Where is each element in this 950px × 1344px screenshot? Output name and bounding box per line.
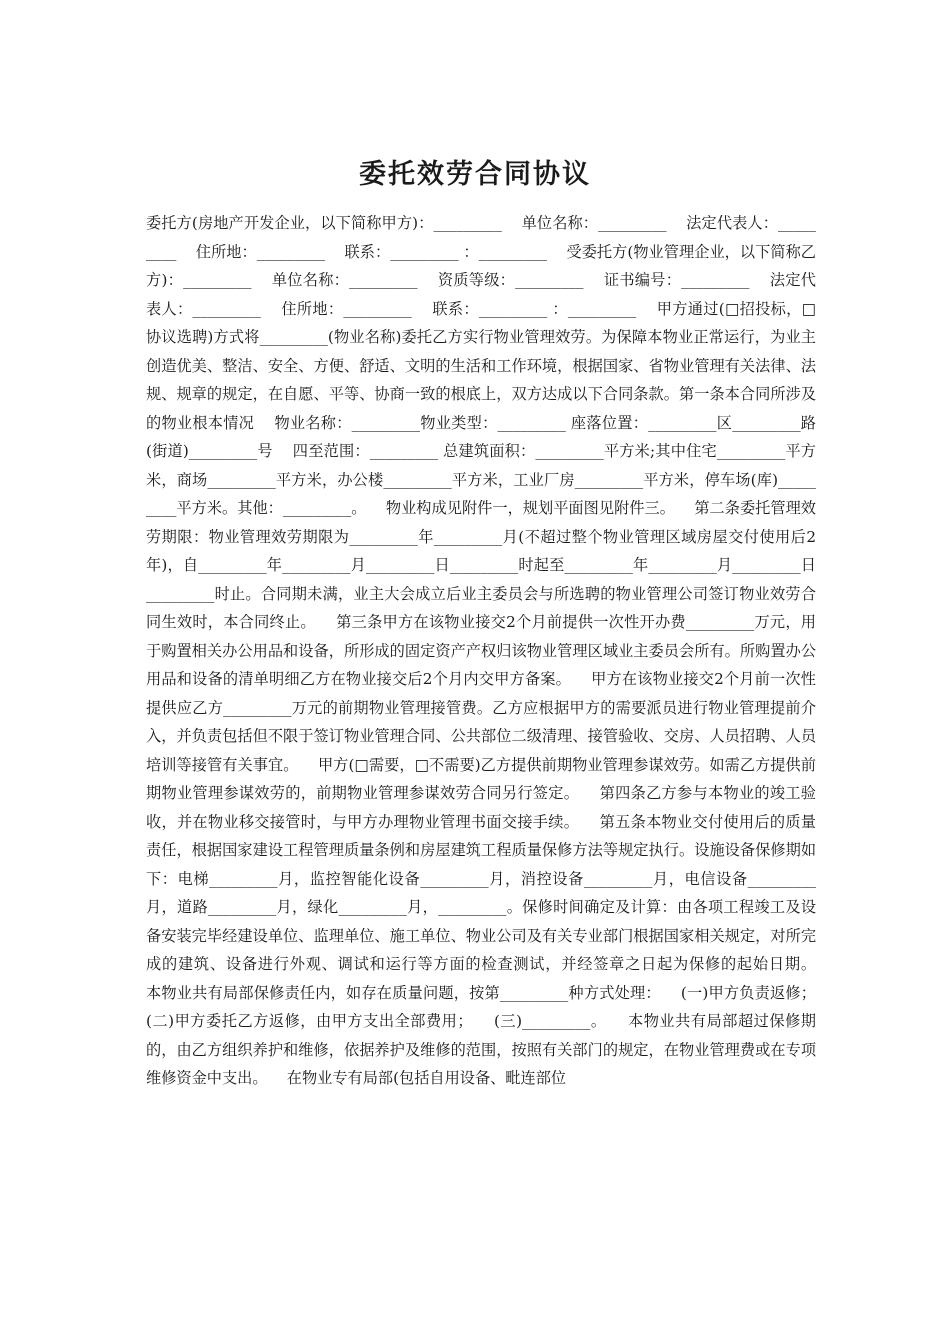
document-title: 委托效劳合同协议 (359, 159, 591, 190)
contract-body-text: 委托方(房地产开发企业，以下简称甲方)：_________ 单位名称：_________ 法定代表人：_________ 住所地：_________ 联系：_________ ：_________ 受委托方(物业管理企业，以下简称乙方)：_________ 单位名称：_________ 资质等级：_________ 证书编号：_________ 法定代表人：_________ 住所地：_________ 联系：_________ ：_________ 甲方通过(□招投标，□协议选聘)方式将_________(物业名称)委托乙方实行物业管理效劳。为保障本物业正常运行，为业主创造优美、整洁、安全、方便、舒适、文明的生活和工作环境，根据国家、省物业管理有关法律、法规、规章的规定，在自愿、平等、协商一致的根底上，双方达成以下合同条款。第一条本合同所涉及的物业根本情况 物业名称：_________物业类型：_________ 座落位置：_________区_________路(街道)_________号 四至范围：_________ 总建筑面积：_________平方米;其中住宅_________平方米，商场_________平方米，办公楼_________平方米，工业厂房_________平方米，停车场(库)_________平方米。其他：_________。 物业构成见附件一，规划平面图见附件三。 第二条委托管理效劳期限：物业管理效劳期限为_________年_________月(不超过整个物业管理区域房屋交付使用后2年)，自_________年_________月_________日_________时起至_________年_________月_________日_________时止。合同期未满，业主大会成立后业主委员会与所选聘的物业管理公司签订物业效劳合同生效时，本合同终止。 第三条甲方在该物业接交2个月前提供一次性开办费_________万元，用于购置相关办公用品和设备，所形成的固定资产产权归该物业管理区域业主委员会所有。所购置办公用品和设备的清单明细乙方在物业接交后2个月内交甲方备案。 甲方在该物业接交2个月前一次性提供应乙方_________万元的前期物业管理接管费。乙方应根据甲方的需要派员进行物业管理提前介入，并负责包括但不限于签订物业管理合同、公共部位二级清理、接管验收、交房、人员招聘、人员培训等接管有关事宜。 甲方(□需要，□不需要)乙方提供前期物业管理参谋效劳。如需乙方提供前期物业管理参谋效劳的，前期物业管理参谋效劳合同另行签定。 第四条乙方参与本物业的竣工验收，并在物业移交接管时，与甲方办理物业管理书面交接手续。 第五条本物业交付使用后的质量责任，根据国家建设工程管理质量条例和房屋建筑工程质量保修方法等规定执行。设施设备保修期如下：电梯_________月，监控智能化设备_________月，消控设备_________月，电信设备_________月，道路_________月，绿化_________月，_________。保修时间确定及计算：由各项工程竣工及设备安装完毕经建设单位、监理单位、施工单位、物业公司及有关专业部门根据国家相关规定，对所完成的建筑、设备进行外观、调试和运行等方面的检查测试，并经签章之日起为保修的起始日期。 本物业共有局部保修责任内，如存在质量问题，按第_________种方式处理： (一)甲方负责返修；(二)甲方委托乙方返修，由甲方支出全部费用； (三)_________。 本物业共有局部超过保修期的，由乙方组织养护和维修，依据养护及维修的范围，按照有关部门的规定，在物业管理费或在专项维修资金中支出。 在物业专有局部(包括自用设备、毗连部位 (146, 214, 836, 1087)
